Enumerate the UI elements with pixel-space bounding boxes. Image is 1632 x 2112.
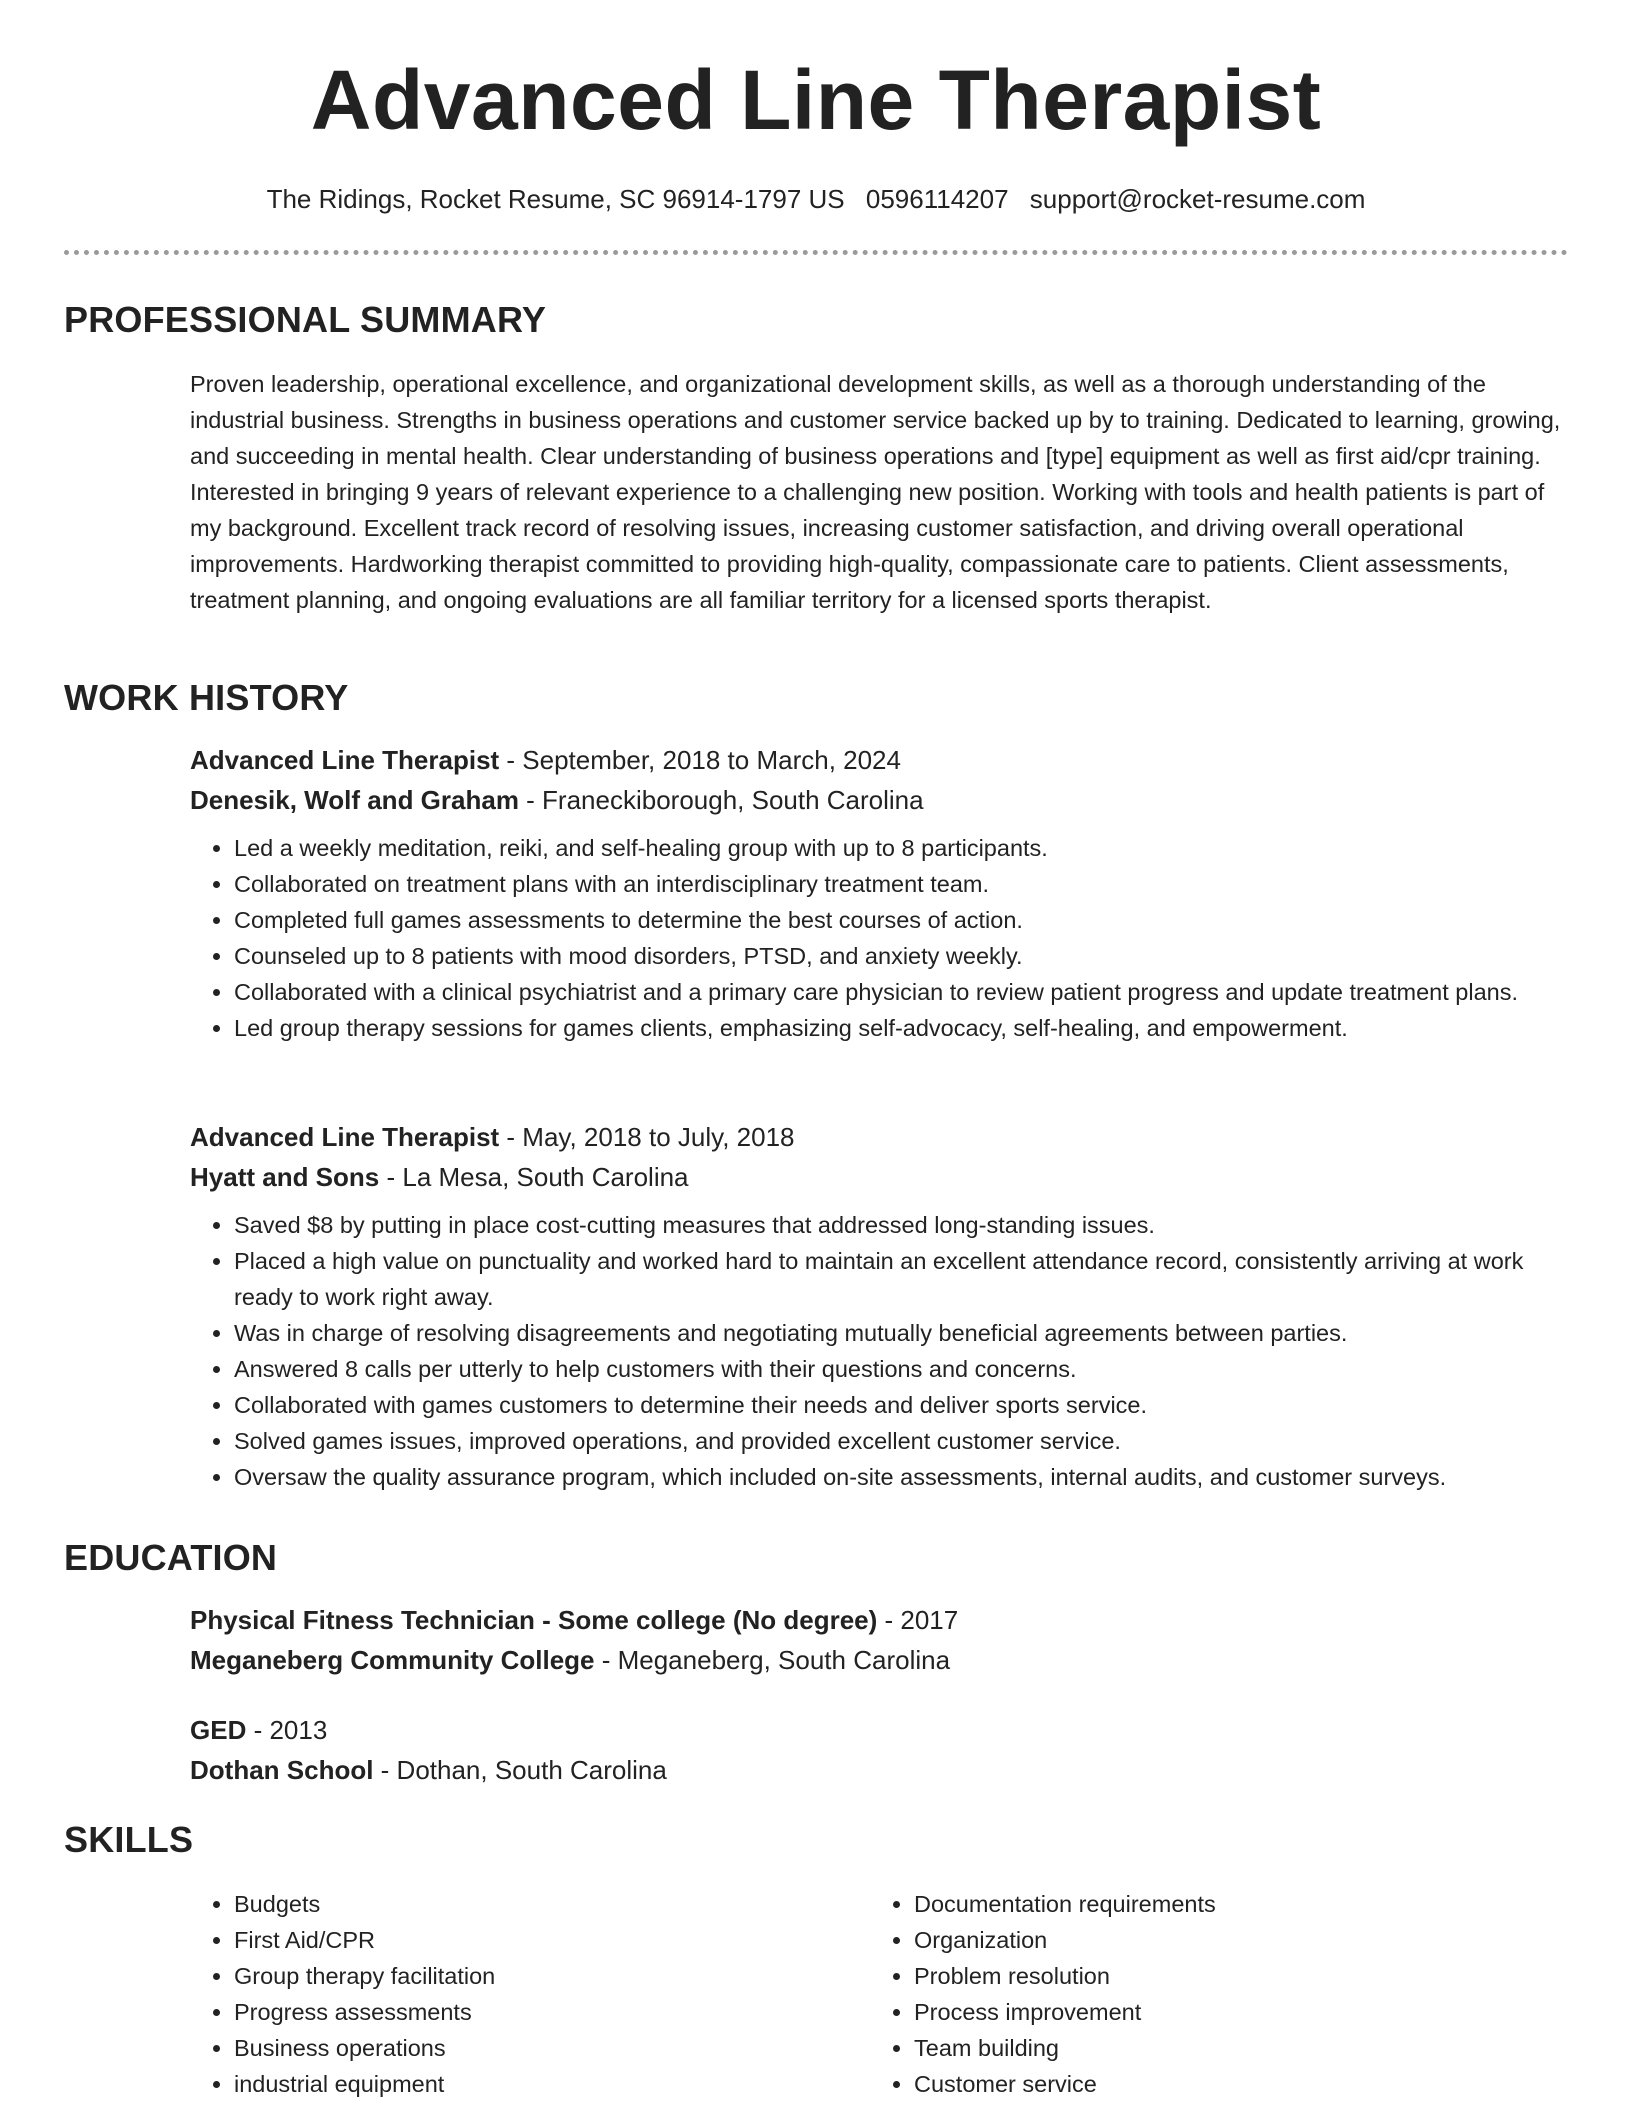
skill-item: • Team building: [914, 2030, 1554, 2066]
skill-item: • Budgets: [234, 1886, 854, 1922]
job-bullets: [190, 830, 1568, 1046]
job-bullet: • Saved $8 by putting in place cost-cutting measures that addressed long-standing issues.: [234, 1207, 1568, 1243]
education-school: Dothan School: [190, 1755, 374, 1785]
job-dates: - September, 2018 to March, 2024: [499, 745, 901, 775]
job-title-line: [190, 740, 1568, 780]
job-title-line: [190, 1117, 1568, 1157]
job-location: - Franeckiborough, South Carolina: [518, 785, 924, 815]
education-location: - Dothan, South Carolina: [373, 1755, 667, 1785]
job-bullet: • Collaborated with a clinical psychiatrist and a primary care physician to review patient progress and update treatment plans.: [234, 974, 1568, 1010]
job-bullet: • Placed a high value on punctuality and worked hard to maintain an excellent attendance record, consistently arriving at work ready to work right away.: [234, 1243, 1568, 1315]
job-bullet: • Led group therapy sessions for games clients, emphasizing self-advocacy, self-healing, and empowerment.: [234, 1010, 1568, 1046]
education-location: - Meganeberg, South Carolina: [594, 1645, 951, 1675]
job-bullet: • Oversaw the quality assurance program, which included on-site assessments, internal audits, and customer surveys.: [234, 1459, 1568, 1495]
education-year: - 2013: [246, 1715, 328, 1745]
skill-item: • Organization: [914, 1922, 1554, 1958]
job-location: - La Mesa, South Carolina: [379, 1162, 689, 1192]
work-history-heading: WORK HISTORY: [64, 677, 349, 718]
skill-item: • Process improvement: [914, 1994, 1554, 2030]
job-bullets: [190, 1207, 1568, 1495]
education-degree-line: [190, 1710, 1568, 1750]
education-heading: EDUCATION: [64, 1537, 278, 1578]
skills-column-right: [870, 1886, 1554, 2102]
resume-name: Advanced Line Therapist: [310, 53, 1322, 147]
skill-item: • First Aid/CPR: [234, 1922, 854, 1958]
skill-item: • industrial equipment: [234, 2066, 854, 2102]
skills-heading: SKILLS: [64, 1819, 194, 1860]
skill-item: • Business operations: [234, 2030, 854, 2066]
education-school: Meganeberg Community College: [190, 1645, 595, 1675]
job-bullet: • Solved games issues, improved operations, and provided excellent customer service.: [234, 1423, 1568, 1459]
skill-item: • Documentation requirements: [914, 1886, 1554, 1922]
job-bullet: • Collaborated with games customers to determine their needs and deliver sports service.: [234, 1387, 1568, 1423]
job-bullet: • Was in charge of resolving disagreements and negotiating mutually beneficial agreements between parties.: [234, 1315, 1568, 1351]
contact-address: The Ridings, Rocket Resume, SC 96914-1797 US: [266, 184, 845, 214]
job-entry: [190, 1117, 1568, 1495]
job-bullet: • Completed full games assessments to determine the best courses of action.: [234, 902, 1568, 938]
header-divider: [64, 250, 1568, 255]
job-title: Advanced Line Therapist: [190, 745, 500, 775]
job-bullet: • Led a weekly meditation, reiki, and self-healing group with up to 8 participants.: [234, 830, 1568, 866]
job-bullet: • Answered 8 calls per utterly to help customers with their questions and concerns.: [234, 1351, 1568, 1387]
education-year: - 2017: [877, 1605, 959, 1635]
job-company: Hyatt and Sons: [190, 1162, 380, 1192]
job-company-line: [190, 780, 1568, 820]
education-degree: Physical Fitness Technician - Some college (No degree): [190, 1605, 878, 1635]
contact-line: [0, 182, 1632, 216]
job-title: Advanced Line Therapist: [190, 1122, 500, 1152]
education-degree-line: [190, 1600, 1568, 1640]
education-entry: [190, 1710, 1568, 1790]
skill-item: • Progress assessments: [234, 1994, 854, 2030]
education-degree: GED: [190, 1715, 247, 1745]
contact-phone: 0596114207: [865, 184, 1009, 214]
summary-text: Proven leadership, operational excellence, and organizational development skills, as well as a thorough understanding of the industrial business. Strengths in business operations and customer service backed up by to training. Dedicated to learning, growing, and succeeding in mental health. Clear understanding of business operations and [type] equipment as well as first aid/cpr training. Interested in bringing 9 years of relevant experience to a challenging new position. Working with tools and health patients is part of my background. Excellent track record of resolving issues, increasing customer satisfaction, and driving overall operational improvements. Hardworking therapist committed to providing high-quality, compassionate care to patients. Client assessments, treatment planning, and ongoing evaluations are all familiar territory for a licensed sports therapist.: [190, 371, 1561, 613]
job-bullet: • Collaborated on treatment plans with an interdisciplinary treatment team.: [234, 866, 1568, 902]
education-school-line: [190, 1750, 1568, 1790]
skills-column-left: [190, 1886, 854, 2102]
job-company-line: [190, 1157, 1568, 1197]
education-school-line: [190, 1640, 1568, 1680]
job-company: Denesik, Wolf and Graham: [190, 785, 519, 815]
skill-item: • Group therapy facilitation: [234, 1958, 854, 1994]
job-entry: [190, 740, 1568, 1046]
summary-heading: PROFESSIONAL SUMMARY: [64, 299, 547, 340]
job-bullet: • Counseled up to 8 patients with mood disorders, PTSD, and anxiety weekly.: [234, 938, 1568, 974]
job-dates: - May, 2018 to July, 2018: [499, 1122, 795, 1152]
skill-item: • Customer service: [914, 2066, 1554, 2102]
skill-item: • Problem resolution: [914, 1958, 1554, 1994]
education-entry: [190, 1600, 1568, 1680]
contact-email: support@rocket-resume.com: [1029, 184, 1366, 214]
